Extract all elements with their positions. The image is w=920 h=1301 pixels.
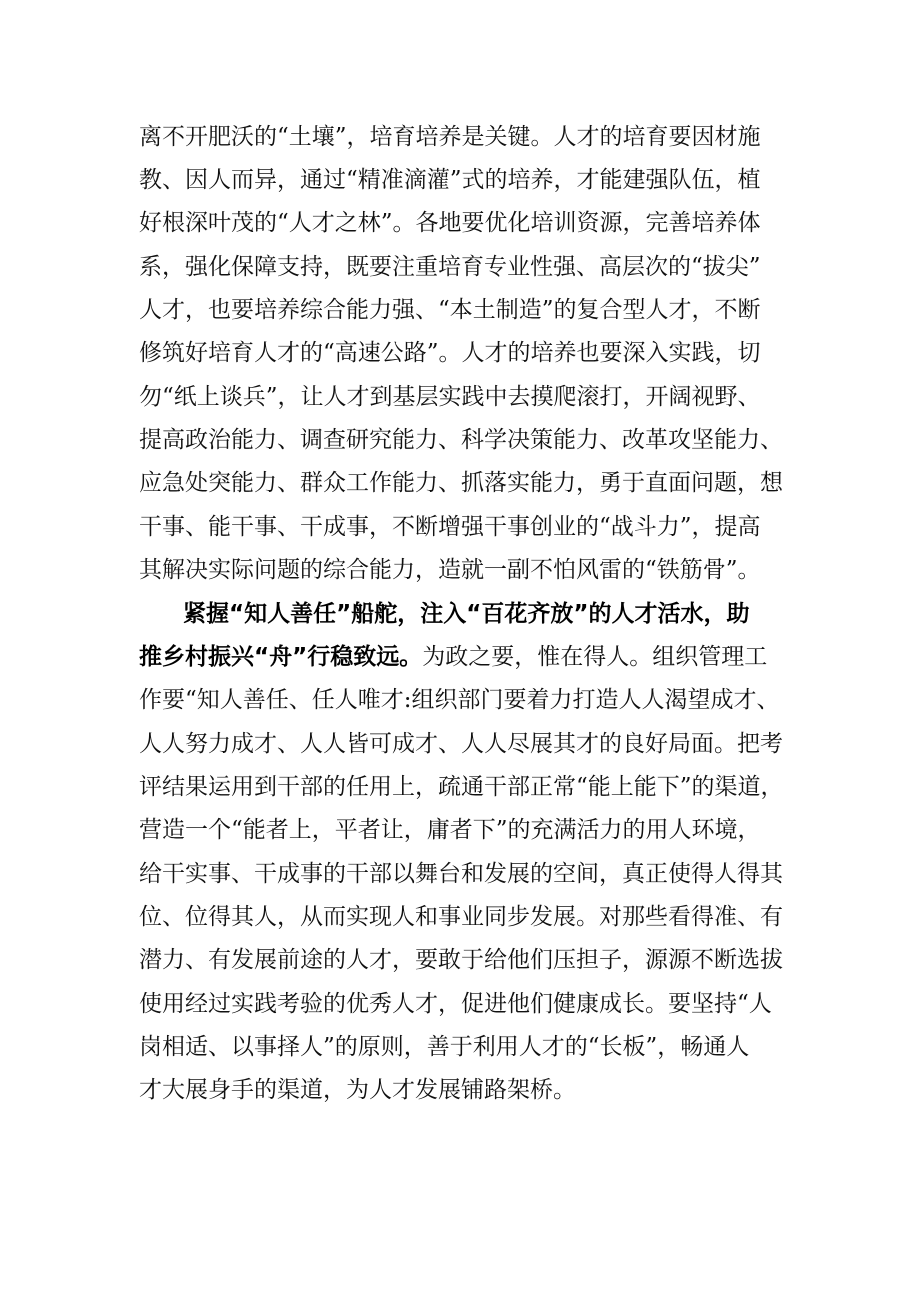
paragraph2-line-3: 作要“知人善任、任人唯才:组织部门要着力打造人人渴望成才、 (139, 687, 780, 713)
paragraph1-line-1: 离不开肥沃的“土壤”，培育培养是关键。人才的培育要因材施 (139, 124, 761, 150)
paragraph1-line-5: 人才，也要培养综合能力强、“本土制造”的复合型人才，不断 (139, 297, 761, 323)
paragraph1-line-8: 提高政治能力、调查研究能力、科学决策能力、改革攻坚能力、 (139, 427, 783, 453)
paragraph2-line-5: 评结果运用到干部的任用上，疏通干部正常“能上能下”的渠道， (139, 774, 784, 800)
paragraph2-line-9: 潜力、有发展前途的人才，要敢于给他们压担子，源源不断选拔 (139, 947, 783, 973)
paragraph1-line-3: 好根深叶茂的“人才之林”。各地要优化培训资源，完善培养体 (139, 210, 761, 236)
paragraph2-line-2-text: 为政之要，惟在得人。组织管理工 (422, 644, 768, 670)
paragraph1-line-7: 勿“纸上谈兵”，让人才到基层实践中去摸爬滚打，开阔视野、 (139, 384, 761, 410)
paragraph2-line-8: 位、位得其人，从而实现人和事业同步发展。对那些看得准、有 (139, 904, 783, 930)
paragraph2-line-11: 岗相适、以事择人”的原则，善于利用人才的“长板”，畅通人 (139, 1034, 750, 1060)
paragraph2-heading-line-1: 紧握“知人善任”船舵，注入“百花齐放”的人才活水，助 (183, 601, 750, 627)
paragraph2-line-7: 给干实事、干成事的干部以舞台和发展的空间，真正使得人得其 (139, 861, 783, 887)
paragraph1-line-4: 系，强化保障支持，既要注重培育专业性强、高层次的“拔尖” (139, 254, 761, 280)
paragraph2-heading-line-2: 推乡村振兴“舟”行稳致远。 (139, 644, 423, 670)
paragraph1-line-6: 修筑好培育人才的“高速公路”。人才的培养也要深入实践，切 (139, 340, 761, 366)
paragraph2-line-4: 人人努力成才、人人皆可成才、人人尽展其才的良好局面。把考 (139, 731, 783, 757)
paragraph1-line-11: 其解决实际问题的综合能力，造就一副不怕风雷的“铁筋骨”。 (139, 557, 761, 583)
paragraph1-line-10: 干事、能干事、干成事，不断增强干事创业的“战斗力”，提高 (139, 514, 761, 540)
paragraph2-line-2 (139, 637, 767, 677)
paragraph1-line-2: 教、因人而异，通过“精准滴灌”式的培养，才能建强队伍，植 (139, 167, 761, 193)
paragraph2-line-10: 使用经过实践考验的优秀人才，促进他们健康成长。要坚持“人 (139, 991, 772, 1017)
paragraph1-line-9: 应急处突能力、群众工作能力、抓落实能力，勇于直面问题，想 (139, 470, 783, 496)
paragraph2-line-6: 营造一个“能者上，平者让，庸者下”的充满活力的用人环境， (139, 817, 761, 843)
paragraph2-line-12: 才大展身手的渠道，为人才发展铺路架桥。 (139, 1077, 576, 1103)
